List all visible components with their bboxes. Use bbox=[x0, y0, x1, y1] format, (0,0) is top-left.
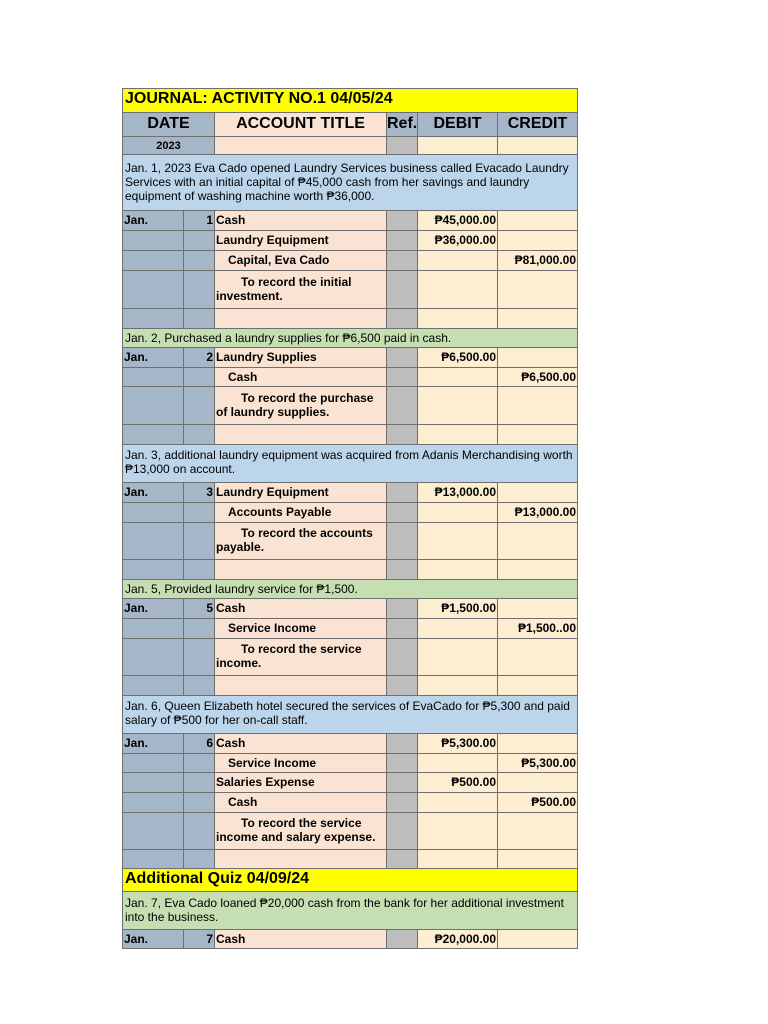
day-cell[interactable] bbox=[183, 638, 215, 676]
credit-cell[interactable] bbox=[497, 812, 578, 850]
journal-line-row bbox=[123, 348, 579, 368]
debit-cell[interactable] bbox=[417, 753, 498, 773]
day-cell[interactable]: 3 bbox=[183, 482, 215, 503]
empty-cell[interactable] bbox=[122, 849, 184, 869]
header-credit[interactable]: CREDIT bbox=[497, 112, 578, 137]
account-cell[interactable]: Accounts Payable bbox=[214, 502, 387, 523]
day-cell[interactable] bbox=[183, 386, 215, 425]
ref-cell[interactable] bbox=[386, 347, 418, 368]
account-cell[interactable]: Laundry Equipment bbox=[214, 482, 387, 503]
ref-cell[interactable] bbox=[386, 733, 418, 754]
credit-cell[interactable] bbox=[497, 638, 578, 676]
empty-cell[interactable] bbox=[497, 424, 578, 445]
transaction-description[interactable]: Jan. 2, Purchased a laundry supplies for ₱6,500 paid in cash. bbox=[122, 328, 578, 348]
account-cell[interactable]: Cash bbox=[214, 792, 387, 813]
month-cell[interactable] bbox=[122, 250, 184, 271]
account-cell[interactable]: Cash bbox=[214, 367, 387, 387]
day-cell[interactable]: 2 bbox=[183, 347, 215, 368]
debit-cell[interactable]: ₱6,500.00 bbox=[417, 347, 498, 368]
ref-cell[interactable] bbox=[386, 522, 418, 560]
month-cell[interactable] bbox=[122, 638, 184, 676]
blank-row bbox=[123, 850, 579, 869]
month-cell[interactable] bbox=[122, 230, 184, 251]
empty-cell[interactable] bbox=[122, 559, 184, 580]
day-cell[interactable]: 1 bbox=[183, 210, 215, 231]
ref-cell[interactable] bbox=[386, 482, 418, 503]
empty-cell[interactable] bbox=[214, 424, 387, 445]
journal-line-row bbox=[123, 503, 579, 523]
month-cell[interactable] bbox=[122, 792, 184, 813]
memo-cell[interactable]: To record the purchase of laundry supplies. bbox=[214, 386, 387, 425]
debit-cell[interactable] bbox=[417, 502, 498, 523]
empty-cell[interactable] bbox=[122, 675, 184, 696]
credit-cell[interactable]: ₱500.00 bbox=[497, 792, 578, 813]
empty-cell[interactable] bbox=[386, 849, 418, 869]
header-debit[interactable]: DEBIT bbox=[417, 112, 498, 137]
credit-cell[interactable] bbox=[497, 347, 578, 368]
empty-cell[interactable] bbox=[386, 308, 418, 329]
account-cell[interactable]: Laundry Equipment bbox=[214, 230, 387, 251]
journal-line-row bbox=[123, 930, 579, 949]
memo-cell[interactable]: To record the service income. bbox=[214, 638, 387, 676]
empty-cell[interactable] bbox=[497, 559, 578, 580]
month-cell[interactable] bbox=[122, 812, 184, 850]
debit-cell[interactable]: ₱5,300.00 bbox=[417, 733, 498, 754]
ref-cell[interactable] bbox=[386, 386, 418, 425]
credit-cell[interactable]: ₱5,300.00 bbox=[497, 753, 578, 773]
debit-cell[interactable]: ₱45,000.00 bbox=[417, 210, 498, 231]
empty-cell[interactable] bbox=[214, 849, 387, 869]
month-cell[interactable] bbox=[122, 753, 184, 773]
empty-cell[interactable] bbox=[183, 308, 215, 329]
ref-cell[interactable] bbox=[386, 502, 418, 523]
year-row bbox=[123, 137, 579, 155]
credit-cell[interactable] bbox=[497, 210, 578, 231]
ref-cell[interactable] bbox=[386, 772, 418, 793]
transaction-description-row bbox=[123, 445, 579, 483]
month-cell[interactable]: Jan. bbox=[122, 733, 184, 754]
ref-cell[interactable] bbox=[386, 250, 418, 271]
empty-cell[interactable] bbox=[497, 308, 578, 329]
account-cell[interactable]: Cash bbox=[214, 210, 387, 231]
empty-cell[interactable] bbox=[386, 136, 418, 155]
empty-cell[interactable] bbox=[183, 849, 215, 869]
credit-cell[interactable]: ₱6,500.00 bbox=[497, 367, 578, 387]
debit-cell[interactable] bbox=[417, 792, 498, 813]
day-cell[interactable] bbox=[183, 812, 215, 850]
empty-cell[interactable] bbox=[417, 136, 498, 155]
journal-sheet bbox=[123, 89, 579, 949]
transaction-description[interactable]: Jan. 6, Queen Elizabeth hotel secured the services of EvaCado for ₱5,300 and paid salary of ₱500 for her on-call staff. bbox=[122, 695, 578, 734]
month-cell[interactable]: Jan. bbox=[122, 929, 184, 949]
journal-line-row bbox=[123, 483, 579, 503]
debit-cell[interactable] bbox=[417, 270, 498, 309]
memo-row bbox=[123, 523, 579, 560]
account-cell[interactable]: Cash bbox=[214, 598, 387, 619]
transaction-description[interactable]: Jan. 3, additional laundry equipment was acquired from Adanis Merchandising worth ₱13,000 on account. bbox=[122, 444, 578, 483]
account-cell[interactable]: Laundry Supplies bbox=[214, 347, 387, 368]
credit-cell[interactable] bbox=[497, 230, 578, 251]
ref-cell[interactable] bbox=[386, 753, 418, 773]
month-cell[interactable] bbox=[122, 502, 184, 523]
debit-cell[interactable] bbox=[417, 367, 498, 387]
blank-row bbox=[123, 560, 579, 580]
empty-cell[interactable] bbox=[122, 424, 184, 445]
day-cell[interactable]: 6 bbox=[183, 733, 215, 754]
journal-line-row bbox=[123, 773, 579, 793]
debit-cell[interactable]: ₱1,500.00 bbox=[417, 598, 498, 619]
ref-cell[interactable] bbox=[386, 230, 418, 251]
journal-line-row bbox=[123, 793, 579, 813]
empty-cell[interactable] bbox=[417, 308, 498, 329]
empty-cell[interactable] bbox=[386, 424, 418, 445]
memo-row bbox=[123, 813, 579, 850]
empty-cell[interactable] bbox=[386, 675, 418, 696]
journal-line-row bbox=[123, 368, 579, 387]
debit-cell[interactable] bbox=[417, 638, 498, 676]
month-cell[interactable] bbox=[122, 772, 184, 793]
transaction-description-row bbox=[123, 892, 579, 930]
ref-cell[interactable] bbox=[386, 367, 418, 387]
day-cell[interactable]: 7 bbox=[183, 929, 215, 949]
debit-cell[interactable] bbox=[417, 386, 498, 425]
empty-cell[interactable] bbox=[183, 559, 215, 580]
transaction-description[interactable]: Jan. 1, 2023 Eva Cado opened Laundry Services business called Evacado Laundry Services with an initial capital of ₱45,000 cash from her savings and laundry equipment of washing machine worth ₱36,000. bbox=[122, 154, 578, 211]
memo-row bbox=[123, 271, 579, 309]
transaction-description-row bbox=[123, 696, 579, 734]
day-cell[interactable] bbox=[183, 522, 215, 560]
credit-cell[interactable] bbox=[497, 598, 578, 619]
day-cell[interactable] bbox=[183, 792, 215, 813]
year-cell[interactable]: 2023 bbox=[122, 136, 215, 155]
month-cell[interactable] bbox=[122, 618, 184, 639]
account-cell[interactable]: Capital, Eva Cado bbox=[214, 250, 387, 271]
blank-row bbox=[123, 309, 579, 329]
day-cell[interactable] bbox=[183, 250, 215, 271]
journal-line-row bbox=[123, 231, 579, 251]
empty-cell[interactable] bbox=[417, 675, 498, 696]
empty-cell[interactable] bbox=[122, 308, 184, 329]
empty-cell[interactable] bbox=[214, 559, 387, 580]
ref-cell[interactable] bbox=[386, 792, 418, 813]
journal-line-row bbox=[123, 211, 579, 231]
quiz-title-row bbox=[123, 869, 579, 892]
empty-cell[interactable] bbox=[214, 136, 387, 155]
empty-cell[interactable] bbox=[497, 136, 578, 155]
blank-row bbox=[123, 425, 579, 445]
debit-cell[interactable]: ₱500.00 bbox=[417, 772, 498, 793]
credit-cell[interactable] bbox=[497, 929, 578, 949]
debit-cell[interactable] bbox=[417, 250, 498, 271]
month-cell[interactable]: Jan. bbox=[122, 482, 184, 503]
account-cell[interactable]: Cash bbox=[214, 733, 387, 754]
month-cell[interactable]: Jan. bbox=[122, 347, 184, 368]
day-cell[interactable] bbox=[183, 618, 215, 639]
title-row bbox=[123, 89, 579, 113]
empty-cell[interactable] bbox=[183, 675, 215, 696]
credit-cell[interactable]: ₱1,500..00 bbox=[497, 618, 578, 639]
credit-cell[interactable] bbox=[497, 522, 578, 560]
empty-cell[interactable] bbox=[497, 849, 578, 869]
memo-row bbox=[123, 387, 579, 425]
empty-cell[interactable] bbox=[214, 675, 387, 696]
credit-cell[interactable]: ₱13,000.00 bbox=[497, 502, 578, 523]
empty-cell[interactable] bbox=[417, 559, 498, 580]
month-cell[interactable] bbox=[122, 522, 184, 560]
ref-cell[interactable] bbox=[386, 638, 418, 676]
debit-cell[interactable] bbox=[417, 812, 498, 850]
day-cell[interactable]: 5 bbox=[183, 598, 215, 619]
journal-title[interactable]: JOURNAL: ACTIVITY NO.1 04/05/24 bbox=[122, 88, 578, 113]
ref-cell[interactable] bbox=[386, 210, 418, 231]
header-date[interactable]: DATE bbox=[122, 112, 215, 137]
memo-cell[interactable]: To record the initial investment. bbox=[214, 270, 387, 309]
month-cell[interactable] bbox=[122, 270, 184, 309]
ref-cell[interactable] bbox=[386, 812, 418, 850]
ref-cell[interactable] bbox=[386, 598, 418, 619]
transaction-description[interactable]: Jan. 7, Eva Cado loaned ₱20,000 cash from the bank for her additional investment into the business. bbox=[122, 891, 578, 930]
memo-row bbox=[123, 639, 579, 676]
journal-line-row bbox=[123, 754, 579, 773]
memo-cell[interactable]: To record the service income and salary expense. bbox=[214, 812, 387, 850]
month-cell[interactable] bbox=[122, 386, 184, 425]
credit-cell[interactable]: ₱81,000.00 bbox=[497, 250, 578, 271]
day-cell[interactable] bbox=[183, 270, 215, 309]
debit-cell[interactable]: ₱36,000.00 bbox=[417, 230, 498, 251]
credit-cell[interactable] bbox=[497, 386, 578, 425]
empty-cell[interactable] bbox=[214, 308, 387, 329]
journal-line-row bbox=[123, 619, 579, 639]
header-account-title[interactable]: ACCOUNT TITLE bbox=[214, 112, 387, 137]
day-cell[interactable] bbox=[183, 502, 215, 523]
month-cell[interactable]: Jan. bbox=[122, 598, 184, 619]
empty-cell[interactable] bbox=[386, 559, 418, 580]
day-cell[interactable] bbox=[183, 230, 215, 251]
empty-cell[interactable] bbox=[497, 675, 578, 696]
journal-line-row bbox=[123, 251, 579, 271]
credit-cell[interactable] bbox=[497, 270, 578, 309]
blank-row bbox=[123, 676, 579, 696]
transaction-description-row bbox=[123, 155, 579, 211]
month-cell[interactable]: Jan. bbox=[122, 210, 184, 231]
ref-cell[interactable] bbox=[386, 929, 418, 949]
empty-cell[interactable] bbox=[417, 849, 498, 869]
journal-line-row bbox=[123, 734, 579, 754]
credit-cell[interactable] bbox=[497, 772, 578, 793]
memo-cell[interactable]: To record the accounts payable. bbox=[214, 522, 387, 560]
empty-cell[interactable] bbox=[183, 424, 215, 445]
transaction-description[interactable]: Jan. 5, Provided laundry service for ₱1,500. bbox=[122, 579, 578, 599]
transaction-description-row bbox=[123, 580, 579, 599]
debit-cell[interactable]: ₱20,000.00 bbox=[417, 929, 498, 949]
credit-cell[interactable] bbox=[497, 733, 578, 754]
account-cell[interactable]: Service Income bbox=[214, 753, 387, 773]
transaction-description-row bbox=[123, 329, 579, 348]
header-row bbox=[123, 113, 579, 137]
account-cell[interactable]: Service Income bbox=[214, 618, 387, 639]
header-ref[interactable]: Ref. bbox=[386, 112, 418, 137]
journal-line-row bbox=[123, 599, 579, 619]
quiz-title[interactable]: Additional Quiz 04/09/24 bbox=[122, 868, 578, 892]
debit-cell[interactable] bbox=[417, 522, 498, 560]
credit-cell[interactable] bbox=[497, 482, 578, 503]
ref-cell[interactable] bbox=[386, 618, 418, 639]
debit-cell[interactable] bbox=[417, 618, 498, 639]
day-cell[interactable] bbox=[183, 753, 215, 773]
account-cell[interactable]: Cash bbox=[214, 929, 387, 949]
day-cell[interactable] bbox=[183, 367, 215, 387]
account-cell[interactable]: Salaries Expense bbox=[214, 772, 387, 793]
day-cell[interactable] bbox=[183, 772, 215, 793]
ref-cell[interactable] bbox=[386, 270, 418, 309]
debit-cell[interactable]: ₱13,000.00 bbox=[417, 482, 498, 503]
empty-cell[interactable] bbox=[417, 424, 498, 445]
month-cell[interactable] bbox=[122, 367, 184, 387]
